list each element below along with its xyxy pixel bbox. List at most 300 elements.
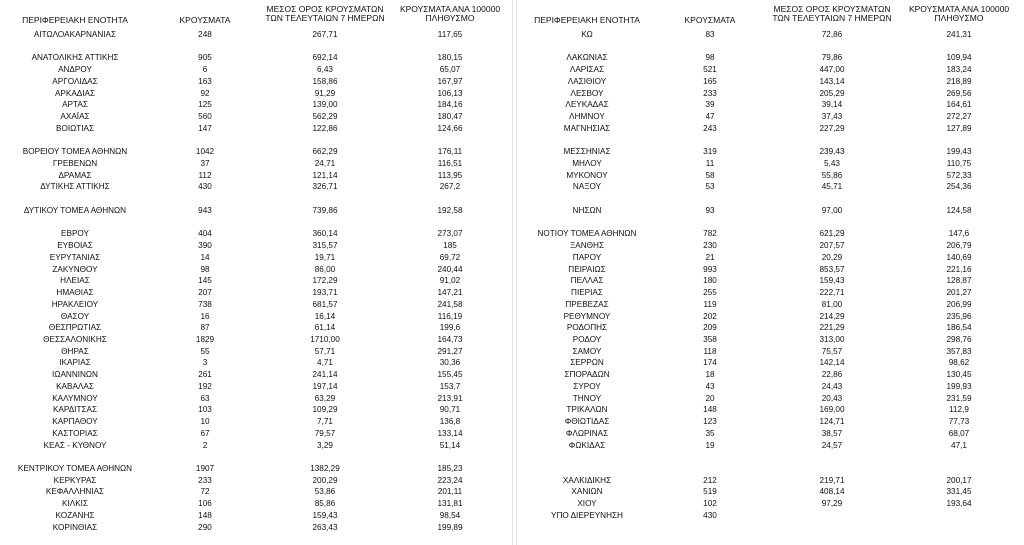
table-row <box>517 52 1024 63</box>
region-name-cell: ΓΡΕΒΕΝΩΝ <box>52 159 98 169</box>
avg-7day-cell: 86,00 <box>314 264 336 274</box>
region-name-cell: ΜΗΛΟΥ <box>572 159 602 169</box>
table-row <box>0 346 512 357</box>
table-row <box>0 205 512 216</box>
cases-cell: 145 <box>198 276 212 286</box>
avg-7day-cell: 61,14 <box>314 323 336 333</box>
cases-cell: 92 <box>200 88 210 98</box>
cases-cell: 174 <box>703 358 717 368</box>
rate-per-100k-cell: 98,62 <box>948 358 970 368</box>
table-row <box>0 170 512 181</box>
avg-7day-cell: 7,71 <box>317 417 333 427</box>
cases-cell: 98 <box>200 264 210 274</box>
region-name-cell: ΙΩΑΝΝΙΝΩΝ <box>52 370 98 380</box>
cases-cell: 1829 <box>195 334 215 344</box>
region-name-cell: ΤΗΝΟΥ <box>572 393 602 403</box>
cases-cell: 16 <box>200 311 210 321</box>
table-row <box>517 451 1024 462</box>
avg-7day-cell: 158,86 <box>312 76 338 86</box>
avg-7day-cell: 447,00 <box>819 65 845 75</box>
region-name-cell: ΜΑΓΝΗΣΙΑΣ <box>563 123 611 133</box>
cases-cell: 943 <box>198 205 212 215</box>
avg-7day-cell: 38,57 <box>821 428 843 438</box>
region-name-cell: ΑΝΔΡΟΥ <box>58 65 92 75</box>
cases-cell: 390 <box>198 241 212 251</box>
table-row <box>0 510 512 521</box>
cases-cell: 319 <box>703 147 717 157</box>
rate-per-100k-cell: 235,96 <box>946 311 972 321</box>
cases-cell: 102 <box>703 499 717 509</box>
table-row <box>0 181 512 192</box>
table-row <box>517 463 1024 474</box>
header-rate-right-line2: ΠΛΗΘΥΣΜΟ <box>934 13 984 23</box>
cases-cell: 233 <box>198 475 212 485</box>
rate-per-100k-cell: 186,54 <box>946 323 972 333</box>
rate-per-100k-cell: 267,2 <box>439 182 461 192</box>
table-row <box>0 111 512 122</box>
rate-per-100k-cell: 68,07 <box>948 428 970 438</box>
table-row <box>0 522 512 533</box>
rate-per-100k-cell: 164,73 <box>437 334 463 344</box>
rate-per-100k-cell: 221,16 <box>946 264 972 274</box>
cases-cell: 35 <box>705 428 715 438</box>
cases-cell: 202 <box>703 311 717 321</box>
rate-per-100k-cell: 110,75 <box>946 159 972 169</box>
avg-7day-cell: 16,14 <box>314 311 336 321</box>
cases-cell: 233 <box>703 88 717 98</box>
avg-7day-cell: 142,14 <box>819 358 845 368</box>
table-row <box>517 393 1024 404</box>
table-row <box>0 52 512 63</box>
cases-cell: 119 <box>703 299 717 309</box>
table-row <box>517 146 1024 157</box>
avg-7day-cell: 85,86 <box>314 499 336 509</box>
table-row <box>517 275 1024 286</box>
avg-7day-cell: 408,14 <box>819 487 845 497</box>
cases-cell: 125 <box>198 100 212 110</box>
table-row <box>517 29 1024 40</box>
rate-per-100k-cell: 176,11 <box>437 147 463 157</box>
table-row <box>0 158 512 169</box>
table-row <box>0 264 512 275</box>
rate-per-100k-cell: 136,8 <box>439 417 461 427</box>
cases-cell: 10 <box>200 417 210 427</box>
table-row <box>517 299 1024 310</box>
rate-per-100k-cell: 155,45 <box>437 370 463 380</box>
region-name-cell: ΚΟΖΑΝΗΣ <box>55 510 95 520</box>
avg-7day-cell: 219,71 <box>819 475 845 485</box>
region-name-cell: ΚΕΡΚΥΡΑΣ <box>53 475 97 485</box>
rate-per-100k-cell: 572,33 <box>946 170 972 180</box>
rate-per-100k-cell: 206,79 <box>946 241 972 251</box>
cases-cell: 180 <box>703 276 717 286</box>
table-row <box>0 357 512 368</box>
header-avg <box>255 5 395 23</box>
cases-cell: 519 <box>703 487 717 497</box>
rate-per-100k-cell: 65,07 <box>439 65 461 75</box>
avg-7day-cell: 221,29 <box>819 323 845 333</box>
cases-cell: 430 <box>198 182 212 192</box>
region-name-cell: ΘΕΣΣΑΛΟΝΙΚΗΣ <box>43 334 107 344</box>
rate-per-100k-cell: 180,47 <box>437 112 463 122</box>
avg-7day-cell: 227,29 <box>819 123 845 133</box>
table-row <box>517 381 1024 392</box>
region-name-cell: ΛΗΜΝΟΥ <box>569 112 605 122</box>
avg-7day-cell: 169,00 <box>819 405 845 415</box>
cases-cell: 255 <box>703 288 717 298</box>
avg-7day-cell: 241,14 <box>312 370 338 380</box>
table-row <box>517 510 1024 521</box>
header-avg-right-line1: ΜΕΣΟΣ ΟΡΟΣ ΚΡΟΥΣΜΑΤΩΝ <box>773 4 891 14</box>
region-name-cell: ΑΡΚΑΔΙΑΣ <box>54 88 96 98</box>
region-name-cell: ΑΡΤΑΣ <box>62 100 88 110</box>
table-row <box>0 287 512 298</box>
cases-cell: 521 <box>703 65 717 75</box>
avg-7day-cell: 159,43 <box>312 510 338 520</box>
rate-per-100k-cell: 51,14 <box>439 440 461 450</box>
table-row <box>0 498 512 509</box>
header-rate-line2: ΠΛΗΘΥΣΜΟ <box>425 13 475 23</box>
table-row <box>517 217 1024 228</box>
table-row <box>517 240 1024 251</box>
cases-cell: 123 <box>703 417 717 427</box>
header-region: ΠΕΡΙΦΕΡΕΙΑΚΗ ΕΝΟΤΗΤΑ <box>22 15 128 25</box>
avg-7day-cell: 20,29 <box>821 252 843 262</box>
table-row <box>517 311 1024 322</box>
table-row <box>517 193 1024 204</box>
rate-per-100k-cell: 269,56 <box>946 88 972 98</box>
rate-per-100k-cell: 47,1 <box>951 440 967 450</box>
rate-per-100k-cell: 140,69 <box>946 252 972 262</box>
avg-7day-cell: 692,14 <box>312 53 338 63</box>
table-row <box>0 322 512 333</box>
rate-per-100k-cell: 199,6 <box>439 323 461 333</box>
rate-per-100k-cell: 185,23 <box>437 464 463 473</box>
table-row <box>517 498 1024 509</box>
avg-7day-cell: 24,71 <box>314 159 336 169</box>
avg-7day-cell: 39,14 <box>821 100 843 110</box>
table-row <box>517 404 1024 415</box>
table-row <box>0 193 512 204</box>
region-name-cell: ΠΡΕΒΕΖΑΣ <box>565 299 609 309</box>
cases-cell: 58 <box>705 170 715 180</box>
header-rate <box>385 5 512 23</box>
region-name-cell: ΡΟΔΟΥ <box>572 334 602 344</box>
region-name-cell: ΛΕΥΚΑΔΑΣ <box>565 100 609 110</box>
region-name-cell: ΦΛΩΡΙΝΑΣ <box>565 428 609 438</box>
region-name-cell: ΗΛΕΙΑΣ <box>60 276 90 286</box>
table-row <box>0 88 512 99</box>
region-name-cell: ΑΝΑΤΟΛΙΚΗΣ ΑΤΤΙΚΗΣ <box>31 53 119 63</box>
region-name-cell: ΚΕΑΣ - ΚΥΘΝΟΥ <box>43 440 107 450</box>
header-cases: ΚΡΟΥΣΜΑΤΑ <box>179 15 231 25</box>
rate-per-100k-cell: 199,89 <box>437 522 463 532</box>
cases-cell: 3 <box>202 358 208 368</box>
avg-7day-cell: 3,29 <box>317 440 333 450</box>
region-name-cell: ΚΕΦΑΛΛΗΝΙΑΣ <box>45 487 105 497</box>
cases-cell: 209 <box>703 323 717 333</box>
avg-7day-cell: 45,71 <box>821 182 843 192</box>
cases-cell: 19 <box>705 440 715 450</box>
table-row <box>0 135 512 146</box>
region-name-cell: ΔΡΑΜΑΣ <box>58 170 92 180</box>
cases-cell: 98 <box>705 53 715 63</box>
rate-per-100k-cell: 291,27 <box>437 346 463 356</box>
region-name-cell: ΔΥΤΙΚΗΣ ΑΤΤΙΚΗΣ <box>40 182 110 192</box>
region-name-cell: ΑΧΑΪΑΣ <box>60 112 90 122</box>
cases-cell: 993 <box>703 264 717 274</box>
avg-7day-cell: 143,14 <box>819 76 845 86</box>
avg-7day-cell: 205,29 <box>819 88 845 98</box>
rate-per-100k-cell: 106,13 <box>437 88 463 98</box>
avg-7day-cell: 24,43 <box>821 381 843 391</box>
rate-per-100k-cell: 201,11 <box>437 487 463 497</box>
avg-7day-cell: 193,71 <box>312 288 338 298</box>
table-row <box>517 264 1024 275</box>
cases-cell: 147 <box>198 123 212 133</box>
header-rate-right-line1: ΚΡΟΥΣΜΑΤΑ ΑΝΑ 100000 <box>908 4 1010 14</box>
rate-per-100k-cell: 164,61 <box>946 100 972 110</box>
avg-7day-cell: 19,71 <box>314 252 336 262</box>
table-row <box>0 428 512 439</box>
cases-cell: 148 <box>198 510 212 520</box>
rate-per-100k-cell: 193,64 <box>946 499 972 509</box>
rate-per-100k-cell: 180,15 <box>437 53 463 63</box>
header-avg-line2: ΤΩΝ ΤΕΛΕΥΤΑΙΩΝ 7 ΗΜΕΡΩΝ <box>265 13 385 23</box>
rate-per-100k-cell: 77,73 <box>948 417 970 427</box>
cases-cell: 1907 <box>195 464 215 473</box>
avg-7day-cell: 63,29 <box>314 393 336 403</box>
avg-7day-cell: 662,29 <box>312 147 338 157</box>
table-row <box>517 135 1024 146</box>
table-row <box>0 486 512 497</box>
rate-per-100k-cell: 113,95 <box>437 170 463 180</box>
rate-per-100k-cell: 192,58 <box>437 205 463 215</box>
table-row <box>517 416 1024 427</box>
cases-cell: 261 <box>198 370 212 380</box>
avg-7day-cell: 159,43 <box>819 276 845 286</box>
region-name-cell: ΝΑΞΟΥ <box>572 182 602 192</box>
rate-per-100k-cell: 241,31 <box>946 30 972 39</box>
cases-cell: 67 <box>200 428 210 438</box>
cases-cell: 118 <box>703 346 717 356</box>
avg-7day-cell: 53,86 <box>314 487 336 497</box>
cases-cell: 1042 <box>195 147 215 157</box>
cases-cell: 87 <box>200 323 210 333</box>
table-row <box>517 111 1024 122</box>
avg-7day-cell: 239,43 <box>819 147 845 157</box>
region-name-cell: ΗΜΑΘΙΑΣ <box>56 288 94 298</box>
table-row <box>517 41 1024 52</box>
rate-per-100k-cell: 116,51 <box>437 159 463 169</box>
cases-cell: 11 <box>705 159 715 169</box>
table-row <box>517 123 1024 134</box>
rate-per-100k-cell: 199,93 <box>946 381 972 391</box>
cases-cell: 14 <box>200 252 210 262</box>
avg-7day-cell: 37,43 <box>821 112 843 122</box>
rate-per-100k-cell: 112,9 <box>949 405 969 415</box>
table-row <box>0 393 512 404</box>
rate-per-100k-cell: 223,24 <box>437 475 463 485</box>
cases-cell: 163 <box>198 76 212 86</box>
table-row <box>517 440 1024 451</box>
region-name-cell: ΚΑΒΑΛΑΣ <box>56 381 94 391</box>
avg-7day-cell: 22,86 <box>821 370 843 380</box>
avg-7day-cell: 75,57 <box>821 346 843 356</box>
table-row <box>0 64 512 75</box>
region-name-cell: ΚΑΛΥΜΝΟΥ <box>52 393 98 403</box>
region-name-cell: ΘΗΡΑΣ <box>61 346 89 356</box>
rate-per-100k-cell: 199,43 <box>946 147 972 157</box>
cases-cell: 358 <box>703 334 717 344</box>
region-name-cell: ΠΕΙΡΑΙΩΣ <box>568 264 606 274</box>
avg-7day-cell: 562,29 <box>312 112 338 122</box>
avg-7day-cell: 214,29 <box>819 311 845 321</box>
avg-7day-cell: 313,00 <box>819 334 845 344</box>
region-name-cell: ΧΙΟΥ <box>577 499 597 509</box>
rate-per-100k-cell: 124,58 <box>946 205 972 215</box>
region-name-cell: ΠΕΛΛΑΣ <box>570 276 604 286</box>
rate-per-100k-cell: 184,16 <box>437 100 463 110</box>
table-row <box>517 228 1024 239</box>
region-name-cell: ΑΙΤΩΛΟΑΚΑΡΝΑΝΙΑΣ <box>33 30 117 39</box>
table-row <box>0 404 512 415</box>
region-name-cell: ΚΑΣΤΟΡΙΑΣ <box>52 428 98 438</box>
rate-per-100k-cell: 357,83 <box>946 346 972 356</box>
avg-7day-cell: 20,43 <box>821 393 843 403</box>
cases-cell: 20 <box>705 393 715 403</box>
table-row <box>517 88 1024 99</box>
rate-per-100k-cell: 254,36 <box>946 182 972 192</box>
header-avg-right <box>762 5 902 23</box>
avg-7day-cell: 139,00 <box>312 100 338 110</box>
table-row <box>0 451 512 462</box>
cases-cell: 47 <box>705 112 715 122</box>
table-row <box>517 205 1024 216</box>
avg-7day-cell: 1382,29 <box>310 464 340 473</box>
rate-per-100k-cell: 90,71 <box>439 405 461 415</box>
cases-cell: 2 <box>202 440 208 450</box>
avg-7day-cell: 79,86 <box>821 53 843 63</box>
table-row <box>0 228 512 239</box>
table-row <box>0 440 512 451</box>
header-rate-right <box>894 5 1024 23</box>
cases-cell: 37 <box>200 159 210 169</box>
region-name-cell: ΛΑΡΙΣΑΣ <box>569 65 605 75</box>
table-row <box>0 311 512 322</box>
rate-per-100k-cell: 272,27 <box>946 112 972 122</box>
rate-per-100k-cell: 147,6 <box>948 229 970 239</box>
table-row <box>0 463 512 474</box>
cases-cell: 106 <box>198 499 212 509</box>
avg-7day-cell: 81,00 <box>821 299 843 309</box>
table-row <box>517 181 1024 192</box>
table-row <box>517 99 1024 110</box>
region-name-cell: ΘΕΣΠΡΩΤΙΑΣ <box>48 323 102 333</box>
cases-cell: 207 <box>198 288 212 298</box>
rate-per-100k-cell: 241,58 <box>437 299 463 309</box>
table-row <box>0 334 512 345</box>
region-name-cell: ΦΘΙΩΤΙΔΑΣ <box>564 417 610 427</box>
table-row <box>0 41 512 52</box>
region-name-cell: ΣΑΜΟΥ <box>572 346 602 356</box>
cases-cell: 93 <box>705 205 715 215</box>
region-name-cell: ΚΕΝΤΡΙΚΟΥ ΤΟΜΕΑ ΑΘΗΝΩΝ <box>17 464 133 473</box>
header-region-right: ΠΕΡΙΦΕΡΕΙΑΚΗ ΕΝΟΤΗΤΑ <box>534 15 640 25</box>
region-name-cell: ΤΡΙΚΑΛΩΝ <box>566 405 608 415</box>
header-rate-line1: ΚΡΟΥΣΜΑΤΑ ΑΝΑ 100000 <box>399 4 501 14</box>
cases-cell: 6 <box>202 65 208 75</box>
avg-7day-cell: 4,71 <box>317 358 333 368</box>
rate-per-100k-cell: 273,07 <box>437 229 463 239</box>
cases-cell: 560 <box>198 112 212 122</box>
rate-per-100k-cell: 200,17 <box>946 475 972 485</box>
region-name-cell: ΜΥΚΟΝΟΥ <box>566 170 608 180</box>
rate-per-100k-cell: 124,66 <box>437 123 463 133</box>
table-row <box>517 287 1024 298</box>
region-name-cell: ΝΟΤΙΟΥ ΤΟΜΕΑ ΑΘΗΝΩΝ <box>537 229 637 239</box>
cases-cell: 248 <box>198 30 212 39</box>
rate-per-100k-cell: 185 <box>443 241 457 251</box>
cases-cell: 290 <box>198 522 212 532</box>
region-name-cell: ΛΕΣΒΟΥ <box>570 88 604 98</box>
region-name-cell: ΧΑΝΙΩΝ <box>571 487 603 497</box>
region-name-cell: ΖΑΚΥΝΘΟΥ <box>52 264 98 274</box>
cases-cell: 112 <box>198 170 212 180</box>
rate-per-100k-cell: 231,59 <box>946 393 972 403</box>
avg-7day-cell: 200,29 <box>312 475 338 485</box>
header-avg-line1: ΜΕΣΟΣ ΟΡΟΣ ΚΡΟΥΣΜΑΤΩΝ <box>266 4 384 14</box>
rate-per-100k-cell: 131,81 <box>437 499 463 509</box>
avg-7day-cell: 91,29 <box>314 88 336 98</box>
table-row <box>517 76 1024 87</box>
region-name-cell: ΙΚΑΡΙΑΣ <box>59 358 91 368</box>
rate-per-100k-cell: 331,45 <box>946 487 972 497</box>
cases-cell: 192 <box>198 381 212 391</box>
cases-cell: 738 <box>198 299 212 309</box>
table-row <box>517 170 1024 181</box>
table-row <box>0 475 512 486</box>
rate-per-100k-cell: 130,45 <box>946 370 972 380</box>
region-name-cell: ΛΑΣΙΘΙΟΥ <box>567 76 607 86</box>
table-row <box>0 123 512 134</box>
rate-per-100k-cell: 183,24 <box>946 65 972 75</box>
region-name-cell: ΒΟΡΕΙΟΥ ΤΟΜΕΑ ΑΘΗΝΩΝ <box>22 147 128 157</box>
avg-7day-cell: 6,43 <box>317 65 333 75</box>
region-name-cell: ΥΠΟ ΔΙΕΡΕΥΝΗΣΗ <box>551 510 623 520</box>
avg-7day-cell: 621,29 <box>819 229 845 239</box>
table-row <box>0 29 512 40</box>
region-name-cell: ΕΥΡΥΤΑΝΙΑΣ <box>49 252 101 262</box>
region-name-cell: ΚΑΡΔΙΤΣΑΣ <box>52 405 98 415</box>
cases-cell: 905 <box>198 53 212 63</box>
avg-7day-cell: 1710,00 <box>310 334 340 344</box>
region-name-cell: ΔΥΤΙΚΟΥ ΤΟΜΕΑ ΑΘΗΝΩΝ <box>23 205 127 215</box>
avg-7day-cell: 79,57 <box>314 428 336 438</box>
region-name-cell: ΞΑΝΘΗΣ <box>569 241 605 251</box>
region-name-cell: ΚΟΡΙΝΘΙΑΣ <box>52 522 98 532</box>
rate-per-100k-cell: 116,19 <box>437 311 463 321</box>
region-name-cell: ΠΑΡΟΥ <box>572 252 602 262</box>
rate-per-100k-cell: 69,72 <box>439 252 461 262</box>
rate-per-100k-cell: 128,87 <box>946 276 972 286</box>
table-row <box>517 486 1024 497</box>
table-row <box>0 146 512 157</box>
rate-per-100k-cell: 218,89 <box>946 76 972 86</box>
table-row <box>0 99 512 110</box>
region-name-cell: ΘΑΣΟΥ <box>60 311 90 321</box>
rate-per-100k-cell: 30,36 <box>439 358 461 368</box>
